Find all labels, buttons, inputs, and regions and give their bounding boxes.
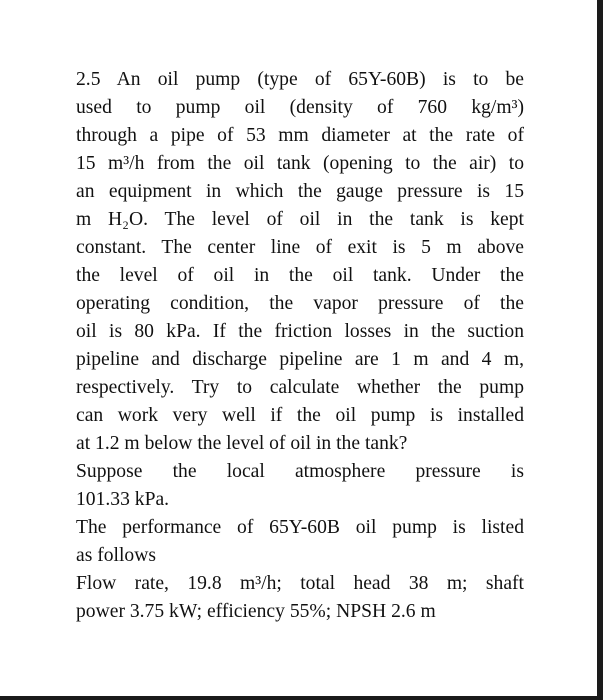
problem-line: 101.33 kPa.: [76, 489, 170, 510]
problem-line: The performance of 65Y-60B oil pump is listed: [76, 517, 524, 538]
problem-line: at 1.2 m below the level of oil in the tank?: [76, 433, 408, 454]
problem-line: can work very well if the oil pump is installed: [76, 405, 524, 426]
problem-line: the level of oil in the oil tank. Under the: [76, 265, 524, 286]
problem-line: an equipment in which the gauge pressure is 15: [76, 181, 524, 202]
problem-line: constant. The center line of exit is 5 m above: [76, 237, 524, 258]
problem-line: operating condition, the vapor pressure of the: [76, 293, 524, 314]
problem-line: 2.5 An oil pump (type of 65Y-60B) is to be: [76, 69, 524, 90]
page-right-border: [597, 0, 603, 700]
problem-line: as follows: [76, 545, 157, 566]
problem-line: oil is 80 kPa. If the friction losses in the suction: [76, 321, 524, 342]
page-bottom-border: [0, 696, 603, 700]
problem-line: m H₂O. The level of oil in the tank is kept: [76, 209, 524, 230]
problem-line: through a pipe of 53 mm diameter at the rate of: [76, 125, 524, 146]
problem-line: power 3.75 kW; efficiency 55%; NPSH 2.6 m: [76, 601, 436, 622]
problem-line: Flow rate, 19.8 m³/h; total head 38 m; shaft: [76, 573, 524, 594]
problem-line: pipeline and discharge pipeline are 1 m and 4 m,: [76, 349, 524, 370]
problem-text: [76, 66, 524, 626]
problem-line: used to pump oil (density of 760 kg/m³): [76, 97, 524, 118]
problem-line: Suppose the local atmosphere pressure is: [76, 461, 524, 482]
problem-line: respectively. Try to calculate whether the pump: [76, 377, 524, 398]
problem-line: 15 m³/h from the oil tank (opening to the air) to: [76, 153, 524, 174]
